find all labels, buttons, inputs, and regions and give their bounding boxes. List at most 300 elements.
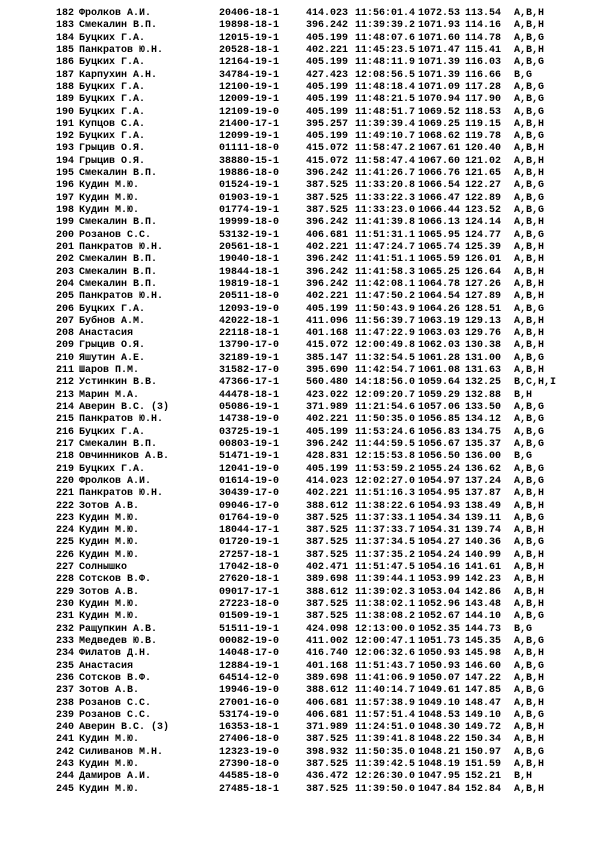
- bird-ring-id: 20561-18-1: [219, 241, 280, 253]
- bird-ring-id: 12164-19-1: [219, 57, 280, 69]
- distance-value: 396.242: [306, 438, 349, 450]
- rank-number: 238: [55, 697, 74, 709]
- speed-value: 1071.93: [418, 20, 461, 32]
- points-value: 145.98: [465, 648, 502, 660]
- category-codes: B,H: [514, 389, 533, 401]
- rank-number: 220: [55, 475, 74, 487]
- distance-value: 387.525: [306, 180, 349, 192]
- points-value: 113.54: [465, 8, 502, 19]
- table-row: [0, 624, 600, 636]
- arrival-time: 11:44:59.5: [355, 438, 416, 450]
- fancier-name: Розанов С.С.: [79, 709, 152, 721]
- arrival-time: 11:51:16.3: [355, 488, 416, 500]
- category-codes: A,B,G: [514, 131, 545, 143]
- category-codes: A,B,G: [514, 414, 545, 426]
- fancier-name: Анастасия: [79, 328, 134, 340]
- speed-value: 1070.94: [418, 94, 461, 106]
- rank-number: 209: [55, 340, 74, 352]
- arrival-time: 11:48:51.7: [355, 106, 416, 118]
- distance-value: 402.221: [306, 44, 349, 56]
- speed-value: 1055.24: [418, 463, 461, 475]
- points-value: 136.00: [465, 451, 502, 463]
- points-value: 138.49: [465, 500, 502, 512]
- distance-value: 405.199: [306, 106, 349, 118]
- bird-ring-id: 27257-18-1: [219, 549, 280, 561]
- rank-number: 184: [55, 32, 74, 44]
- distance-value: 387.525: [306, 192, 349, 204]
- distance-value: 396.242: [306, 254, 349, 266]
- fancier-name: Фролков А.И.: [79, 475, 152, 487]
- bird-ring-id: 32189-19-1: [219, 352, 280, 364]
- arrival-time: 12:15:53.8: [355, 451, 416, 463]
- points-value: 126.01: [465, 254, 502, 266]
- fancier-name: Панкратов Ю.Н.: [79, 414, 164, 426]
- arrival-time: 11:51:43.7: [355, 660, 416, 672]
- bird-ring-id: 12109-19-0: [219, 106, 280, 118]
- fancier-name: Буцких Г.А.: [79, 426, 146, 438]
- table-row: [0, 759, 600, 771]
- points-value: 142.23: [465, 574, 502, 586]
- bird-ring-id: 12099-19-1: [219, 131, 280, 143]
- table-row: [0, 390, 600, 402]
- distance-value: 405.199: [306, 57, 349, 69]
- distance-value: 402.471: [306, 562, 349, 574]
- fancier-name: Силиванов М.Н.: [79, 746, 164, 758]
- arrival-time: 11:50:35.0: [355, 414, 416, 426]
- speed-value: 1066.47: [418, 192, 461, 204]
- points-value: 116.66: [465, 69, 502, 81]
- rank-number: 210: [55, 352, 74, 364]
- distance-value: 405.199: [306, 463, 349, 475]
- rank-number: 182: [55, 8, 74, 19]
- points-value: 144.10: [465, 611, 502, 623]
- arrival-time: 11:39:50.0: [355, 783, 416, 795]
- arrival-time: 11:39:44.1: [355, 574, 416, 586]
- points-value: 152.21: [465, 771, 502, 783]
- table-row: [0, 168, 600, 180]
- distance-value: 396.242: [306, 266, 349, 278]
- bird-ring-id: 64514-12-0: [219, 672, 280, 684]
- table-row: [0, 316, 600, 328]
- distance-value: 387.525: [306, 537, 349, 549]
- rank-number: 195: [55, 168, 74, 180]
- speed-value: 1068.62: [418, 131, 461, 143]
- rank-number: 231: [55, 611, 74, 623]
- category-codes: A,B,H: [514, 254, 545, 266]
- bird-ring-id: 05086-19-1: [219, 402, 280, 413]
- table-row: [0, 464, 600, 476]
- distance-value: 387.525: [306, 512, 349, 524]
- rank-number: 186: [55, 57, 74, 69]
- distance-value: 401.168: [306, 328, 349, 340]
- fancier-name: Панкратов Ю.Н.: [79, 488, 164, 500]
- bird-ring-id: 01903-19-1: [219, 192, 280, 204]
- fancier-name: Кудин М.Ю.: [79, 734, 140, 746]
- arrival-time: 11:50:35.0: [355, 746, 416, 758]
- table-row: [0, 217, 600, 229]
- bird-ring-id: 01111-18-0: [219, 143, 280, 155]
- table-row: [0, 205, 600, 217]
- arrival-time: 11:56:01.4: [355, 8, 416, 19]
- points-value: 120.40: [465, 143, 502, 155]
- fancier-name: Шаров П.М.: [79, 365, 140, 377]
- rank-number: 229: [55, 586, 74, 598]
- speed-value: 1054.16: [418, 562, 461, 574]
- category-codes: A,B,G: [514, 512, 545, 524]
- rank-number: 212: [55, 377, 74, 389]
- bird-ring-id: 01524-19-1: [219, 180, 280, 192]
- bird-ring-id: 19898-18-1: [219, 20, 280, 32]
- category-codes: A,B,G: [514, 426, 545, 438]
- table-row: [0, 156, 600, 168]
- table-row: [0, 377, 600, 389]
- results-table: [0, 8, 600, 796]
- table-row: [0, 525, 600, 537]
- category-codes: A,B,H: [514, 143, 545, 155]
- category-codes: A,B,G: [514, 463, 545, 475]
- points-value: 141.61: [465, 562, 502, 574]
- rank-number: 226: [55, 549, 74, 561]
- distance-value: 389.698: [306, 574, 349, 586]
- category-codes: A,B,H: [514, 315, 545, 327]
- bird-ring-id: 20406-18-1: [219, 8, 280, 19]
- points-value: 131.63: [465, 365, 502, 377]
- speed-value: 1066.54: [418, 180, 461, 192]
- distance-value: 396.242: [306, 168, 349, 180]
- speed-value: 1054.31: [418, 525, 461, 537]
- table-row: [0, 710, 600, 722]
- table-row: [0, 562, 600, 574]
- table-row: [0, 20, 600, 32]
- rank-number: 245: [55, 783, 74, 795]
- points-value: 117.90: [465, 94, 502, 106]
- arrival-time: 12:09:20.7: [355, 389, 416, 401]
- speed-value: 1071.39: [418, 69, 461, 81]
- category-codes: A,B,H: [514, 574, 545, 586]
- fancier-name: Кудин М.Ю.: [79, 180, 140, 192]
- speed-value: 1065.25: [418, 266, 461, 278]
- table-row: [0, 636, 600, 648]
- points-value: 130.38: [465, 340, 502, 352]
- fancier-name: Яшутин А.Е.: [79, 352, 146, 364]
- arrival-time: 11:39:41.8: [355, 734, 416, 746]
- distance-value: 387.525: [306, 783, 349, 795]
- rank-number: 234: [55, 648, 74, 660]
- arrival-time: 11:45:23.5: [355, 44, 416, 56]
- fancier-name: Кудин М.Ю.: [79, 525, 140, 537]
- rank-number: 193: [55, 143, 74, 155]
- table-row: [0, 267, 600, 279]
- bird-ring-id: 00803-19-1: [219, 438, 280, 450]
- rank-number: 221: [55, 488, 74, 500]
- distance-value: 411.096: [306, 315, 349, 327]
- speed-value: 1052.67: [418, 611, 461, 623]
- speed-value: 1050.07: [418, 672, 461, 684]
- points-value: 133.50: [465, 402, 502, 413]
- rank-number: 189: [55, 94, 74, 106]
- fancier-name: Буцких Г.А.: [79, 131, 146, 143]
- table-row: [0, 291, 600, 303]
- fancier-name: Аверин В.С. (3): [79, 722, 170, 734]
- arrival-time: 11:41:06.9: [355, 672, 416, 684]
- distance-value: 560.480: [306, 377, 349, 389]
- category-codes: A,B,H: [514, 648, 545, 660]
- arrival-time: 11:38:22.6: [355, 500, 416, 512]
- distance-value: 387.525: [306, 734, 349, 746]
- table-row: [0, 439, 600, 451]
- category-codes: A,B,G: [514, 611, 545, 623]
- speed-value: 1052.96: [418, 599, 461, 610]
- table-row: [0, 451, 600, 463]
- speed-value: 1054.27: [418, 537, 461, 549]
- category-codes: A,B,G: [514, 660, 545, 672]
- table-row: [0, 328, 600, 340]
- speed-value: 1054.97: [418, 475, 461, 487]
- table-row: [0, 353, 600, 365]
- table-row: [0, 230, 600, 242]
- fancier-name: Буцких Г.А.: [79, 81, 146, 93]
- bird-ring-id: 19844-18-1: [219, 266, 280, 278]
- points-value: 129.76: [465, 328, 502, 340]
- bird-ring-id: 12015-19-1: [219, 32, 280, 44]
- bird-ring-id: 09046-17-0: [219, 500, 280, 512]
- points-value: 114.78: [465, 32, 502, 44]
- fancier-name: Устинкин В.В.: [79, 377, 158, 389]
- bird-ring-id: 31582-17-0: [219, 365, 280, 377]
- speed-value: 1053.99: [418, 574, 461, 586]
- category-codes: A,B,G: [514, 746, 545, 758]
- speed-value: 1066.44: [418, 205, 461, 216]
- speed-value: 1063.19: [418, 315, 461, 327]
- distance-value: 414.023: [306, 475, 349, 487]
- rank-number: 218: [55, 451, 74, 463]
- fancier-name: Овчинников А.В.: [79, 451, 170, 463]
- arrival-time: 11:37:33.1: [355, 512, 416, 524]
- speed-value: 1071.60: [418, 32, 461, 44]
- bird-ring-id: 27223-18-0: [219, 599, 280, 610]
- arrival-time: 11:50:43.9: [355, 303, 416, 315]
- arrival-time: 11:47:50.2: [355, 291, 416, 303]
- rank-number: 224: [55, 525, 74, 537]
- arrival-time: 11:48:07.6: [355, 32, 416, 44]
- fancier-name: Панкратов Ю.Н.: [79, 291, 164, 303]
- table-row: [0, 254, 600, 266]
- points-value: 124.14: [465, 217, 502, 229]
- category-codes: A,B,H: [514, 562, 545, 574]
- rank-number: 200: [55, 229, 74, 241]
- speed-value: 1061.28: [418, 352, 461, 364]
- distance-value: 427.423: [306, 69, 349, 81]
- rank-number: 225: [55, 537, 74, 549]
- table-row: [0, 8, 600, 20]
- bird-ring-id: 42022-18-1: [219, 315, 280, 327]
- category-codes: A,B,H: [514, 8, 545, 19]
- table-row: [0, 414, 600, 426]
- points-value: 139.74: [465, 525, 502, 537]
- table-row: [0, 119, 600, 131]
- arrival-time: 11:48:18.4: [355, 81, 416, 93]
- category-codes: B,G: [514, 623, 533, 635]
- distance-value: 396.242: [306, 278, 349, 290]
- arrival-time: 11:41:51.1: [355, 254, 416, 266]
- arrival-time: 11:39:42.5: [355, 759, 416, 771]
- points-value: 125.39: [465, 241, 502, 253]
- points-value: 131.00: [465, 352, 502, 364]
- category-codes: A,B,H: [514, 599, 545, 610]
- points-value: 150.97: [465, 746, 502, 758]
- distance-value: 405.199: [306, 303, 349, 315]
- speed-value: 1063.03: [418, 328, 461, 340]
- fancier-name: Дамиров А.И.: [79, 771, 152, 783]
- rank-number: 188: [55, 81, 74, 93]
- distance-value: 387.525: [306, 549, 349, 561]
- bird-ring-id: 21400-17-1: [219, 118, 280, 130]
- arrival-time: 11:51:47.5: [355, 562, 416, 574]
- bird-ring-id: 03725-19-1: [219, 426, 280, 438]
- category-codes: A,B,H: [514, 722, 545, 734]
- arrival-time: 11:40:14.7: [355, 685, 416, 697]
- distance-value: 387.525: [306, 759, 349, 771]
- bird-ring-id: 51471-19-1: [219, 451, 280, 463]
- points-value: 140.36: [465, 537, 502, 549]
- category-codes: A,B,G: [514, 709, 545, 721]
- category-codes: A,B,H: [514, 697, 545, 709]
- distance-value: 415.072: [306, 155, 349, 167]
- arrival-time: 12:00:49.8: [355, 340, 416, 352]
- distance-value: 388.612: [306, 586, 349, 598]
- points-value: 117.28: [465, 81, 502, 93]
- table-row: [0, 513, 600, 525]
- speed-value: 1064.78: [418, 278, 461, 290]
- arrival-time: 11:33:22.3: [355, 192, 416, 204]
- fancier-name: Зотов А.В.: [79, 586, 140, 598]
- fancier-name: Кудин М.Ю.: [79, 759, 140, 771]
- category-codes: A,B,H: [514, 217, 545, 229]
- table-row: [0, 611, 600, 623]
- category-codes: A,B,H: [514, 759, 545, 771]
- arrival-time: 11:42:08.1: [355, 278, 416, 290]
- points-value: 139.11: [465, 512, 502, 524]
- category-codes: A,B,H: [514, 525, 545, 537]
- fancier-name: Панкратов Ю.Н.: [79, 44, 164, 56]
- distance-value: 388.612: [306, 500, 349, 512]
- points-value: 114.16: [465, 20, 502, 32]
- speed-value: 1069.25: [418, 118, 461, 130]
- table-row: [0, 599, 600, 611]
- rank-number: 214: [55, 402, 74, 413]
- fancier-name: Кудин М.Ю.: [79, 205, 140, 216]
- bird-ring-id: 01720-19-1: [219, 537, 280, 549]
- speed-value: 1059.29: [418, 389, 461, 401]
- rank-number: 206: [55, 303, 74, 315]
- bird-ring-id: 27406-18-0: [219, 734, 280, 746]
- fancier-name: Солнышко: [79, 562, 128, 574]
- distance-value: 405.199: [306, 131, 349, 143]
- speed-value: 1067.60: [418, 155, 461, 167]
- fancier-name: Розанов С.С.: [79, 229, 152, 241]
- distance-value: 411.002: [306, 635, 349, 647]
- points-value: 128.51: [465, 303, 502, 315]
- points-value: 149.10: [465, 709, 502, 721]
- speed-value: 1051.73: [418, 635, 461, 647]
- rank-number: 199: [55, 217, 74, 229]
- fancier-name: Буцких Г.А.: [79, 303, 146, 315]
- arrival-time: 11:58:47.2: [355, 143, 416, 155]
- arrival-time: 11:24:51.0: [355, 722, 416, 734]
- bird-ring-id: 19946-19-0: [219, 685, 280, 697]
- category-codes: A,B,H: [514, 500, 545, 512]
- points-value: 150.34: [465, 734, 502, 746]
- fancier-name: Аверин В.С. (3): [79, 402, 170, 413]
- points-value: 129.13: [465, 315, 502, 327]
- bird-ring-id: 12323-19-0: [219, 746, 280, 758]
- table-row: [0, 784, 600, 796]
- fancier-name: Буцких Г.А.: [79, 32, 146, 44]
- rank-number: 239: [55, 709, 74, 721]
- category-codes: A,B,H: [514, 291, 545, 303]
- rank-number: 187: [55, 69, 74, 81]
- speed-value: 1056.50: [418, 451, 461, 463]
- arrival-time: 11:37:35.2: [355, 549, 416, 561]
- fancier-name: Смекалин В.П.: [79, 168, 158, 180]
- bird-ring-id: 12093-19-0: [219, 303, 280, 315]
- category-codes: B,H: [514, 771, 533, 783]
- table-row: [0, 747, 600, 759]
- category-codes: A,B,H: [514, 266, 545, 278]
- bird-ring-id: 19819-18-1: [219, 278, 280, 290]
- rank-number: 237: [55, 685, 74, 697]
- points-value: 136.62: [465, 463, 502, 475]
- arrival-time: 11:41:26.7: [355, 168, 416, 180]
- bird-ring-id: 14738-19-0: [219, 414, 280, 426]
- rank-number: 201: [55, 241, 74, 253]
- distance-value: 428.831: [306, 451, 349, 463]
- rank-number: 223: [55, 512, 74, 524]
- bird-ring-id: 19040-18-1: [219, 254, 280, 266]
- bird-ring-id: 27620-18-1: [219, 574, 280, 586]
- category-codes: A,B,H: [514, 783, 545, 795]
- fancier-name: Анастасия: [79, 660, 134, 672]
- distance-value: 401.168: [306, 660, 349, 672]
- fancier-name: Панкратов Ю.Н.: [79, 241, 164, 253]
- distance-value: 424.098: [306, 623, 349, 635]
- arrival-time: 11:21:54.6: [355, 402, 416, 413]
- distance-value: 415.072: [306, 340, 349, 352]
- points-value: 143.48: [465, 599, 502, 610]
- points-value: 127.26: [465, 278, 502, 290]
- speed-value: 1072.53: [418, 8, 461, 19]
- category-codes: A,B,H: [514, 241, 545, 253]
- bird-ring-id: 00082-19-0: [219, 635, 280, 647]
- points-value: 145.35: [465, 635, 502, 647]
- distance-value: 414.023: [306, 8, 349, 19]
- category-codes: A,B,G: [514, 229, 545, 241]
- arrival-time: 11:37:33.7: [355, 525, 416, 537]
- speed-value: 1067.61: [418, 143, 461, 155]
- rank-number: 196: [55, 180, 74, 192]
- category-codes: A,B,H: [514, 118, 545, 130]
- points-value: 123.52: [465, 205, 502, 216]
- speed-value: 1065.59: [418, 254, 461, 266]
- rank-number: 208: [55, 328, 74, 340]
- bird-ring-id: 12884-19-1: [219, 660, 280, 672]
- speed-value: 1048.19: [418, 759, 461, 771]
- fancier-name: Буцких Г.А.: [79, 94, 146, 106]
- fancier-name: Розанов С.С.: [79, 697, 152, 709]
- fancier-name: Сотсков В.Ф.: [79, 574, 152, 586]
- bird-ring-id: 51511-19-1: [219, 623, 280, 635]
- fancier-name: Смекалин В.П.: [79, 254, 158, 266]
